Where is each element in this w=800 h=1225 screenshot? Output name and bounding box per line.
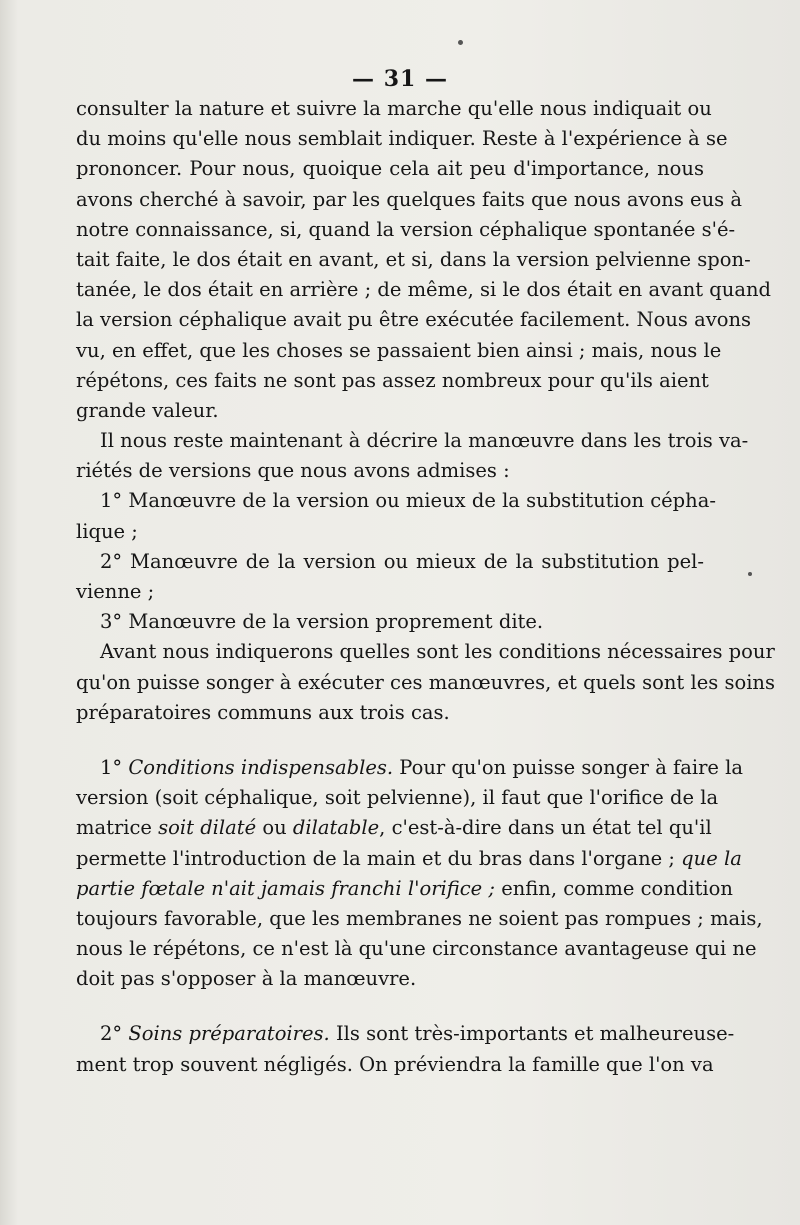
ink-speck — [748, 572, 752, 576]
text-line — [76, 1019, 735, 1049]
paragraph-block-1 — [76, 94, 775, 728]
text-run: Ils sont très-importants et malheureuse- — [329, 1022, 735, 1046]
text-run: , c'est-à-dire dans un état tel qu'il — [379, 816, 712, 840]
text-run: enfin, comme condition — [495, 876, 733, 900]
text-line — [76, 783, 719, 813]
text-line: tait faite, le dos était en avant, et si, dans la version pelvienne spon- — [76, 247, 751, 271]
text-line: notre connaissance, si, quand la version céphalique spontanée s'é- — [76, 217, 736, 241]
text-line — [76, 934, 757, 964]
text-line: avons cherché à savoir, par les quelques faits que nous avons eus à — [76, 187, 742, 211]
text-line: consulter la nature et suivre la marche qu'elle nous indiquait ou — [76, 97, 712, 120]
text-line — [76, 1050, 714, 1080]
text-line: tanée, le dos était en arrière ; de même, si le dos était en avant quand — [76, 278, 772, 302]
italic-phrase: Conditions indispensables. — [128, 755, 394, 779]
text-line: grande valeur. — [76, 398, 219, 422]
paragraph-soins — [76, 1019, 735, 1079]
text-run: ment trop souvent négligés. On préviendra la famille que l'on va — [76, 1052, 714, 1076]
text-line — [76, 904, 763, 934]
text-line: qu'on puisse songer à exécuter ces manœuvres, et quels sont les soins — [76, 670, 775, 694]
text-run: toujours favorable, que les membranes ne soient pas rompues ; mais, — [76, 906, 763, 930]
text-run: Pour qu'on puisse songer à faire la — [393, 755, 744, 779]
text-line: riétés de versions que nous avons admises : — [76, 459, 510, 483]
text-line: vu, en effet, que les choses se passaient bien ainsi ; mais, nous le — [76, 338, 722, 362]
paragraph-gap — [76, 994, 704, 1019]
text-run: matrice — [76, 816, 159, 840]
paragraph-conditions — [76, 753, 763, 995]
text-run: permette l'introduction de la main et du bras dans l'organe ; — [76, 846, 682, 870]
text-line: prononcer. Pour nous, quoique cela ait peu d'importance, nous — [76, 157, 704, 181]
text-line — [76, 813, 712, 843]
text-run: nous le répétons, ce n'est là qu'une circonstance avantageuse qui ne — [76, 937, 757, 961]
text-line: Avant nous indiquerons quelles sont les conditions nécessaires pour — [100, 640, 775, 664]
text-run: 1° — [100, 755, 129, 779]
ink-speck — [458, 40, 463, 45]
text-line: lique ; — [76, 519, 138, 543]
italic-phrase: soit dilaté — [158, 816, 257, 840]
italic-phrase: dilatable — [292, 816, 380, 840]
text-run: ou — [256, 816, 293, 840]
text-line: 1° Manœuvre de la version ou mieux de la substitution cépha- — [100, 489, 716, 513]
page-number: — 31 — — [352, 66, 448, 92]
paragraph-gap — [76, 728, 704, 753]
text-line — [76, 874, 733, 904]
text-line: 3° Manœuvre de la version proprement dite. — [100, 610, 544, 634]
text-line: du moins qu'elle nous semblait indiquer. Reste à l'expérience à se — [76, 127, 728, 151]
text-line: préparatoires communs aux trois cas. — [76, 700, 450, 724]
page-body — [76, 94, 775, 1080]
italic-phrase: que la — [681, 846, 742, 870]
text-run: doit pas s'opposer à la manœuvre. — [76, 967, 417, 991]
text-line: vienne ; — [76, 580, 155, 603]
text-line — [76, 844, 742, 874]
text-line: Il nous reste maintenant à décrire la manœuvre dans les trois va- — [100, 429, 749, 453]
text-line: 2° Manœuvre de la version ou mieux de la substitution pel- — [100, 549, 704, 573]
italic-phrase: partie fœtale n'ait jamais franchi l'orifice ; — [76, 876, 495, 900]
text-line: répétons, ces faits ne sont pas assez nombreux pour qu'ils aient — [76, 368, 709, 392]
text-line: la version céphalique avait pu être exécutée facilement. Nous avons — [76, 308, 752, 332]
text-run: 2° — [100, 1022, 129, 1046]
text-line — [76, 964, 704, 994]
italic-phrase: Soins préparatoires. — [128, 1022, 330, 1046]
text-run: version (soit céphalique, soit pelvienne), il faut que l'orifice de la — [76, 786, 719, 810]
text-line — [76, 753, 744, 783]
